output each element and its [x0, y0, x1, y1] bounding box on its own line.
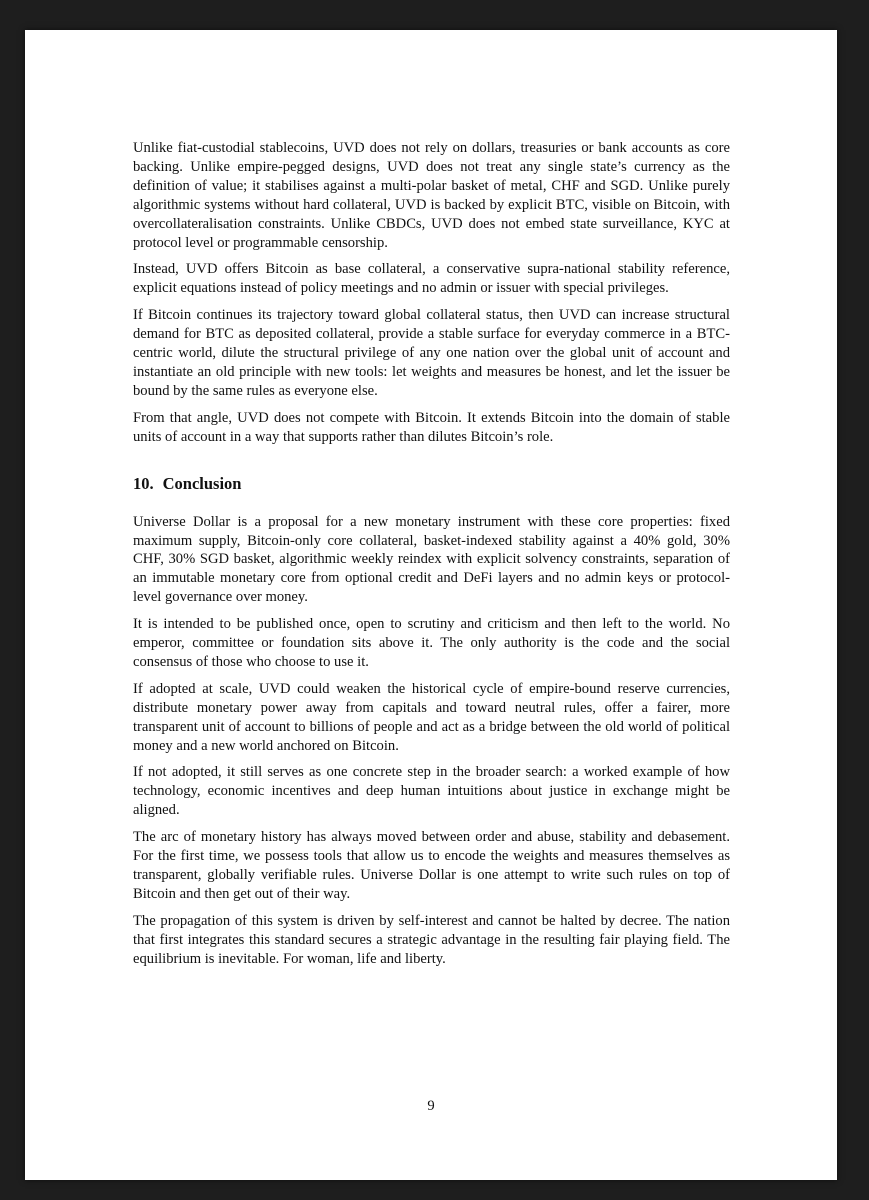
page-number: 9 — [427, 1098, 435, 1114]
paragraph-bitcoin-trajectory: If Bitcoin continues its trajectory toward global collateral status, then UVD can increase structural demand for BTC as deposited collateral, provide a stable surface for everyday commerce in a BTC-centric world, dilute the structural privilege of any one nation over the global unit of account and instantiate an old principle with new tools: let weights and measures be honest, and let the issuer be bound by the same rules as everyone else. — [133, 307, 730, 399]
paragraph-comparison: Unlike fiat-custodial stablecoins, UVD does not rely on dollars, treasuries or bank accounts as core backing. Unlike empire-pegged designs, UVD does not treat any single state’s currency as the definition of value; it stabilises against a multi-polar basket of metal, CHF and SGD. Unlike purely algorithmic systems without hard collateral, UVD is backed by explicit BTC, visible on Bitcoin, with overcollateralisation constraints. Unlike CBDCs, UVD does not embed state surveillance, KYC at protocol level or programmable censorship. — [133, 140, 730, 251]
paragraph-adopted-at-scale: If adopted at scale, UVD could weaken the historical cycle of empire-bound reserve currencies, distribute monetary power away from capitals and toward neutral rules, offer a fairer, more transparent unit of account to billions of people and act as a bridge between the old world of political money and a new world anchored on Bitcoin. — [133, 680, 730, 754]
paragraph-uvd-offers: Instead, UVD offers Bitcoin as base collateral, a conservative supra-national stability reference, explicit equations instead of policy meetings and no admin or issuer with special privileges. — [133, 261, 730, 297]
page-content — [133, 139, 730, 977]
section-number: 10. — [133, 473, 154, 493]
paragraph-monetary-history: The arc of monetary history has always moved between order and abuse, stability and debasement. For the first time, we possess tools that allow us to encode the weights and measures themselves as transparent, globally verifiable rules. Universe Dollar is one attempt to write such rules on top of Bitcoin and then get out of their way. — [133, 829, 730, 902]
section-heading — [133, 474, 730, 494]
paragraph-extends-bitcoin: From that angle, UVD does not compete with Bitcoin. It extends Bitcoin into the domain of stable units of account in a way that supports rather than dilutes Bitcoin’s role. — [133, 409, 730, 445]
section-title: Conclusion — [162, 473, 242, 493]
document-page — [25, 30, 837, 1180]
paragraph-core-properties: Universe Dollar is a proposal for a new monetary instrument with these core properties: fixed maximum supply, Bitcoin-only core collateral, basket-indexed stability against a 40% gold, 30% CHF, 30% SGD basket, algorithmic weekly reindex with explicit solvency constraints, separation of an immutable monetary core from optional credit and DeFi layers and no admin keys or protocol-level governance over money. — [133, 513, 730, 606]
paragraph-propagation: The propagation of this system is driven by self-interest and cannot be halted by decree. The nation that first integrates this standard secures a strategic advantage in the resulting fair playing field. The equilibrium is inevitable. For woman, life and liberty. — [133, 912, 730, 967]
paragraph-published-once: It is intended to be published once, open to scrutiny and criticism and then left to the world. No emperor, committee or foundation sits above it. The only authority is the code and the social consensus of those who choose to use it. — [133, 616, 730, 670]
paragraph-not-adopted: If not adopted, it still serves as one concrete step in the broader search: a worked example of how technology, economic incentives and deep human intuitions about justice in exchange might be aligned. — [133, 764, 730, 819]
